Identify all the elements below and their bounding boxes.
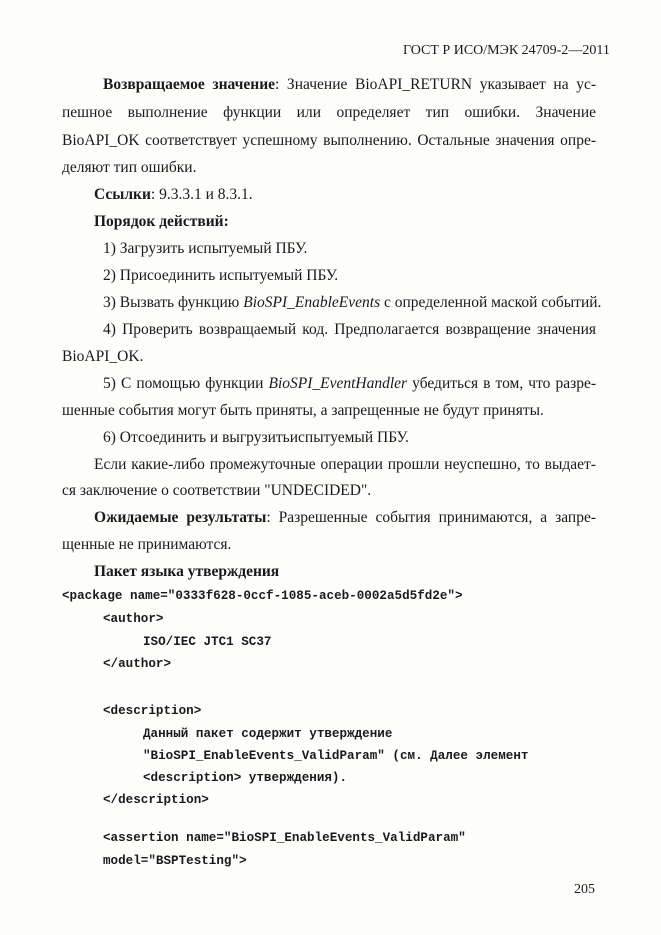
step-5-prefix: 5) С помощью функции — [103, 375, 269, 392]
procedure-step-4-line-2: BioAPI_OK. — [62, 348, 144, 365]
code-description-line-3: <description> утверждения). — [143, 771, 348, 785]
code-description-close: </description> — [103, 793, 209, 807]
return-value-line-3: BioAPI_OK соответствует успешному выполнению. Остальные значения опре- — [62, 132, 596, 149]
return-value-line-2: пешное выполнение функции или определяет тип ошибки. Значение — [62, 104, 596, 121]
refs-line — [94, 185, 253, 205]
procedure-step-4-line-1: 4) Проверить возвращаемый код. Предполагается возвращение значения — [103, 321, 596, 338]
return-value-line-4: деляют тип ошибки. — [62, 159, 197, 176]
code-assertion-open: <assertion name="BioSPI_EnableEvents_ValidParam" — [103, 831, 466, 845]
code-assertion-model: model="BSPTesting"> — [103, 854, 247, 868]
step-5-suffix: убедиться в том, что разре- — [407, 375, 596, 392]
return-value-label: Возвращаемое значение — [103, 76, 276, 93]
procedure-step-3 — [103, 293, 601, 313]
procedure-step-6: 6) Отсоединить и выгрузитьиспытуемый ПБУ. — [103, 429, 409, 446]
procedure-step-5-line-1 — [103, 374, 596, 394]
procedure-heading: Порядок действий: — [94, 213, 229, 230]
procedure-step-2: 2) Присоединить испытуемый ПБУ. — [103, 267, 339, 284]
undecided-line-2: ся заключение о соответствии "UNDECIDED". — [62, 482, 372, 499]
return-value-line-1 — [103, 75, 596, 95]
expected-line-2: щенные не принимаются. — [62, 536, 232, 553]
page-header: ГОСТ Р ИСО/МЭК 24709-2—2011 — [403, 43, 610, 58]
code-description-line-2: "BioSPI_EnableEvents_ValidParam" (см. Далее элемент — [143, 749, 529, 763]
code-author-open: <author> — [103, 612, 164, 626]
expected-text: : Разрешенные события принимаются, а запре- — [266, 509, 596, 526]
step-3-prefix: 3) Вызвать функцию — [103, 294, 244, 311]
step-3-suffix: с определенной маской событий. — [380, 294, 602, 311]
code-author-value: ISO/IEC JTC1 SC37 — [143, 635, 272, 649]
assertion-heading: Пакет языка утверждения — [94, 563, 280, 580]
page-number: 205 — [574, 882, 595, 897]
code-package-open: <package name="0333f628-0ccf-1085-aceb-0002a5d5fd2e"> — [62, 589, 463, 603]
code-author-close: </author> — [103, 657, 172, 671]
refs-label: Ссылки — [94, 186, 151, 203]
expected-label: Ожидаемые результаты — [94, 509, 267, 526]
step-5-function: BioSPI_EventHandler — [268, 375, 408, 392]
procedure-step-1: 1) Загрузить испытуемый ПБУ. — [103, 240, 308, 257]
code-description-line-1: Данный пакет содержит утверждение — [143, 727, 393, 741]
refs-value: : 9.3.3.1 и 8.3.1. — [150, 186, 253, 203]
procedure-step-5-line-2: шенные события могут быть приняты, а запрещенные не будут приняты. — [62, 402, 544, 419]
step-3-function: BioSPI_EnableEvents — [243, 294, 381, 311]
return-value-text: : Значение BioAPI_RETURN указывает на ус- — [275, 76, 596, 93]
code-description-open: <description> — [103, 704, 202, 718]
expected-line-1 — [94, 508, 596, 528]
undecided-line-1: Если какие-либо промежуточные операции прошли неуспешно, то выдает- — [94, 456, 596, 473]
